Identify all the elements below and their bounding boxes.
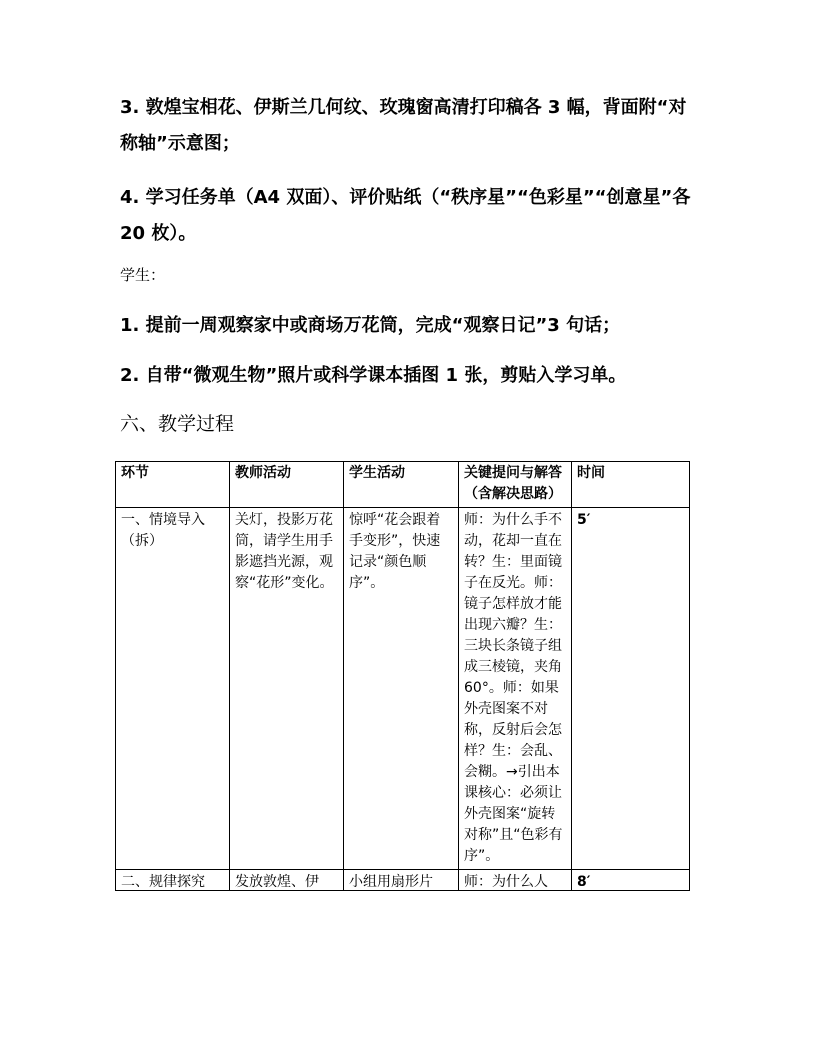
stage-cell: 一、情境导入（拆）	[116, 508, 230, 870]
table-row	[116, 870, 690, 891]
table-row	[116, 508, 690, 870]
header-stage: 环节	[116, 462, 230, 508]
teaching-process-table	[115, 461, 690, 891]
header-student-activity: 学生活动	[344, 462, 459, 508]
student-activity-cell	[344, 870, 459, 891]
header-key-questions: 关键提问与解答（含解决思路）	[459, 462, 572, 508]
table-header-row	[116, 462, 690, 508]
key-questions-text: 师：为什么人	[464, 874, 548, 890]
section-heading: 六、教学过程	[120, 413, 235, 435]
teacher-activity-cell	[230, 870, 344, 891]
header-time: 时间	[572, 462, 690, 508]
header-teacher-activity: 教师活动	[230, 462, 344, 508]
student-activity-cell: 惊呼“花会跟着手变形”，快速记录“颜色顺序”。	[344, 508, 459, 870]
time-cell	[572, 870, 690, 891]
key-questions-cell	[459, 870, 572, 891]
key-questions-cell: 师：为什么手不动，花却一直在转？生：里面镜子在反光。师：镜子怎样放才能出现六瓣？生：三块长条镜子组成三棱镜，夹角 60°。师：如果外壳图案不对称，反射后会怎样？生：会乱、会糊。→引出本课核心：必须让外壳图案“旋转对称”且“色彩有序”。	[459, 508, 572, 870]
time-cell: 5′	[572, 508, 690, 870]
students-label: 学生：	[120, 266, 166, 284]
student-activity-text: 小组用扇形片	[349, 874, 433, 890]
student-prep-item-2: 2. 自带“微观生物”照片或科学课本插图 1 张，剪贴入学习单。	[120, 365, 627, 386]
stage-cell	[116, 870, 230, 891]
teacher-activity-cell: 关灯，投影万花筒，请学生用手影遮挡光源，观察“花形”变化。	[230, 508, 344, 870]
time-text: 8′	[577, 874, 591, 890]
teacher-activity-text: 发放敦煌、伊	[235, 874, 319, 890]
student-prep-item-1: 1. 提前一周观察家中或商场万花筒，完成“观察日记”3 句话；	[120, 315, 621, 336]
stage-text: 二、规律探究	[121, 874, 205, 890]
prep-item-4: 4. 学习任务单（A4 双面）、评价贴纸（“秩序星”“色彩星”“创意星”各 20 枚）。	[120, 187, 691, 244]
prep-item-3: 3. 敦煌宝相花、伊斯兰几何纹、玫瑰窗高清打印稿各 3 幅，背面附“对称轴”示意图；	[120, 97, 687, 154]
